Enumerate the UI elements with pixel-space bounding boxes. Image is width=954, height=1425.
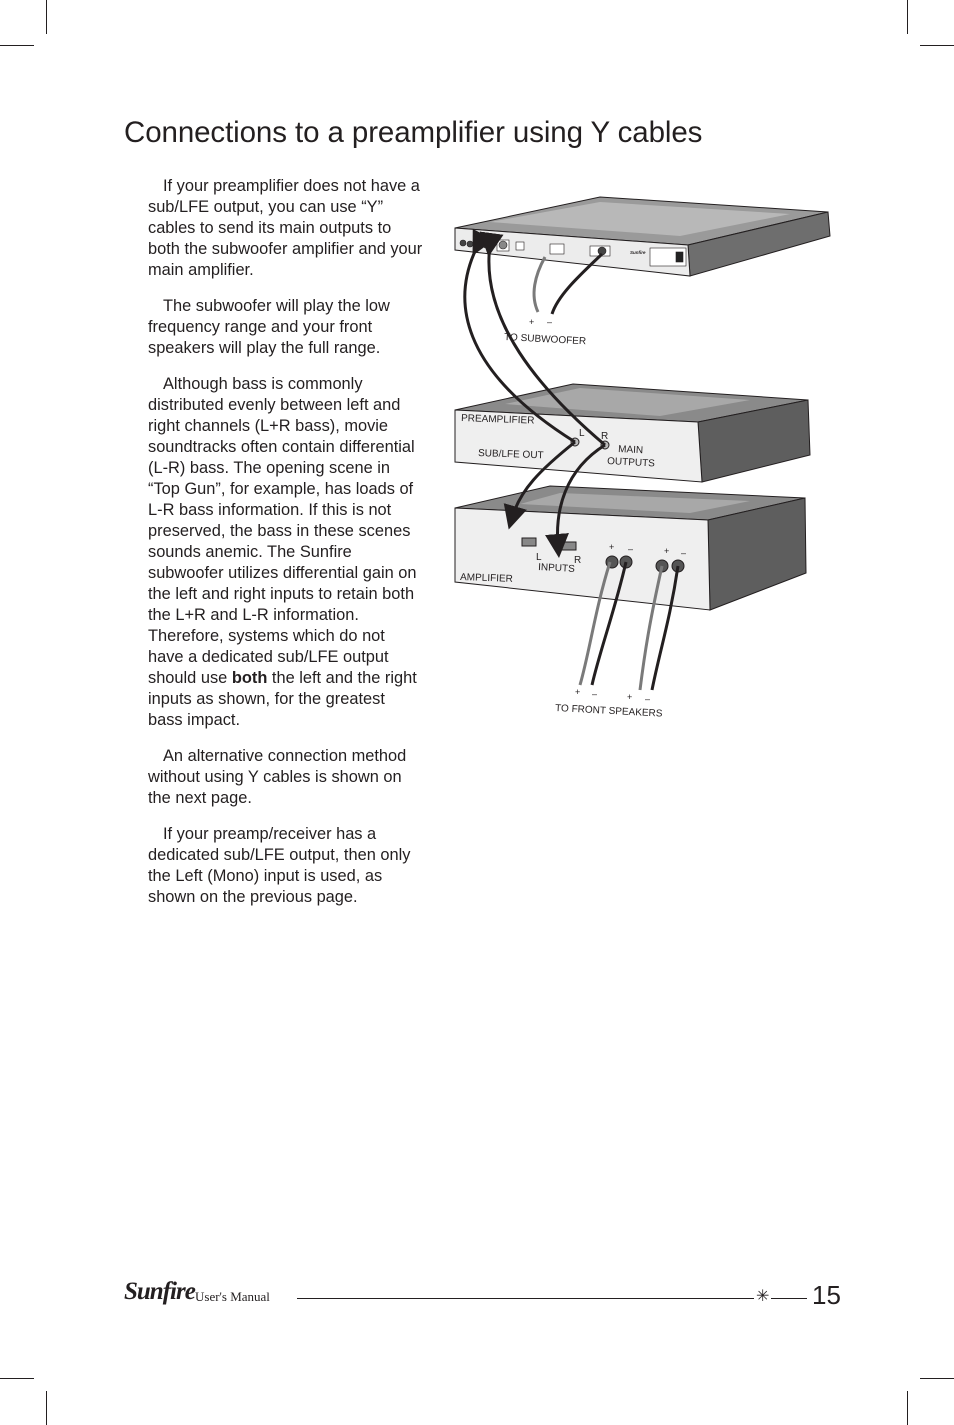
- crop-mark: [907, 0, 908, 34]
- outputs-label: OUTPUTS: [606, 456, 656, 470]
- minus-label: –: [681, 548, 687, 558]
- paragraph: If your preamp/receiver has a dedicated sub/LFE output, then only the Left (Mono) input is used, as shown on the previous page.: [148, 825, 411, 906]
- crop-mark: [0, 1378, 34, 1379]
- star-icon: ✳: [756, 1288, 770, 1305]
- crop-mark: [920, 1378, 954, 1379]
- minus-label: –: [645, 694, 651, 704]
- crop-mark: [46, 1391, 47, 1425]
- plus-label: +: [664, 546, 670, 556]
- crop-mark: [920, 45, 954, 46]
- inputs-label: INPUTS: [537, 562, 576, 575]
- crop-mark: [907, 1391, 908, 1425]
- amp-l-label: L: [536, 552, 542, 563]
- body-text: [148, 176, 424, 923]
- amplifier-label: AMPLIFIER: [459, 572, 514, 585]
- page-number: 15: [812, 1280, 841, 1310]
- plus-label: +: [529, 317, 535, 327]
- to-front-speakers-label: TO FRONT SPEAKERS: [554, 703, 663, 720]
- paragraph: If your preamplifier does not have a sub/LFE output, you can use “Y” cables to send its main outputs to both the subwoofer amplifier and your main amplifier.: [148, 177, 423, 279]
- minus-label: –: [628, 544, 634, 554]
- plus-label: +: [575, 687, 581, 697]
- pre-r-label: R: [601, 431, 609, 442]
- footer-manual-label: User's Manual: [195, 1289, 270, 1304]
- paragraph: An alternative connection method without using Y cables is shown on the next page.: [148, 747, 407, 807]
- emphasis: both: [231, 669, 268, 687]
- crop-mark: [46, 0, 47, 34]
- sub-lfe-out-label: SUB/LFE OUT: [477, 448, 544, 462]
- footer-logo: Sunfire: [124, 1278, 195, 1305]
- to-subwoofer-label: TO SUBWOOFER: [503, 332, 587, 348]
- main-label: MAIN: [617, 444, 644, 457]
- crop-mark: [0, 45, 34, 46]
- plus-label: +: [627, 692, 633, 702]
- pre-l-label: L: [579, 428, 585, 439]
- paragraph: The subwoofer will play the low frequency range and your front speakers will play the full range.: [148, 297, 390, 357]
- minus-label: –: [592, 689, 598, 699]
- unit-brand: Sunfire: [630, 250, 646, 255]
- page-title: Connections to a preamplifier using Y cables: [124, 116, 703, 149]
- preamplifier-label: PREAMPLIFIER: [460, 413, 535, 427]
- minus-label: –: [547, 317, 553, 327]
- connection-diagram: [450, 190, 840, 730]
- subwoofer-unit: [455, 197, 830, 276]
- plus-label: +: [609, 542, 615, 552]
- paragraph: Although bass is commonly distributed evenly between left and right channels (L+R bass), movie soundtracks often contain differential (L-R) bass. The opening scene in “Top Gun”, for example, has loads of L-R bass information. If this is not preserved, the bass in these scenes sounds anemic. The Sunfire subwoofer utilizes differential gain on the left and right inputs to retain both the L+R and L-R information. Therefore, systems which do not have a dedicated sub/LFE output should use both the left and the right inputs as shown, for the greatest bass impact.: [148, 375, 417, 729]
- footer-rule: [297, 1298, 807, 1299]
- amp-r-label: R: [574, 555, 582, 566]
